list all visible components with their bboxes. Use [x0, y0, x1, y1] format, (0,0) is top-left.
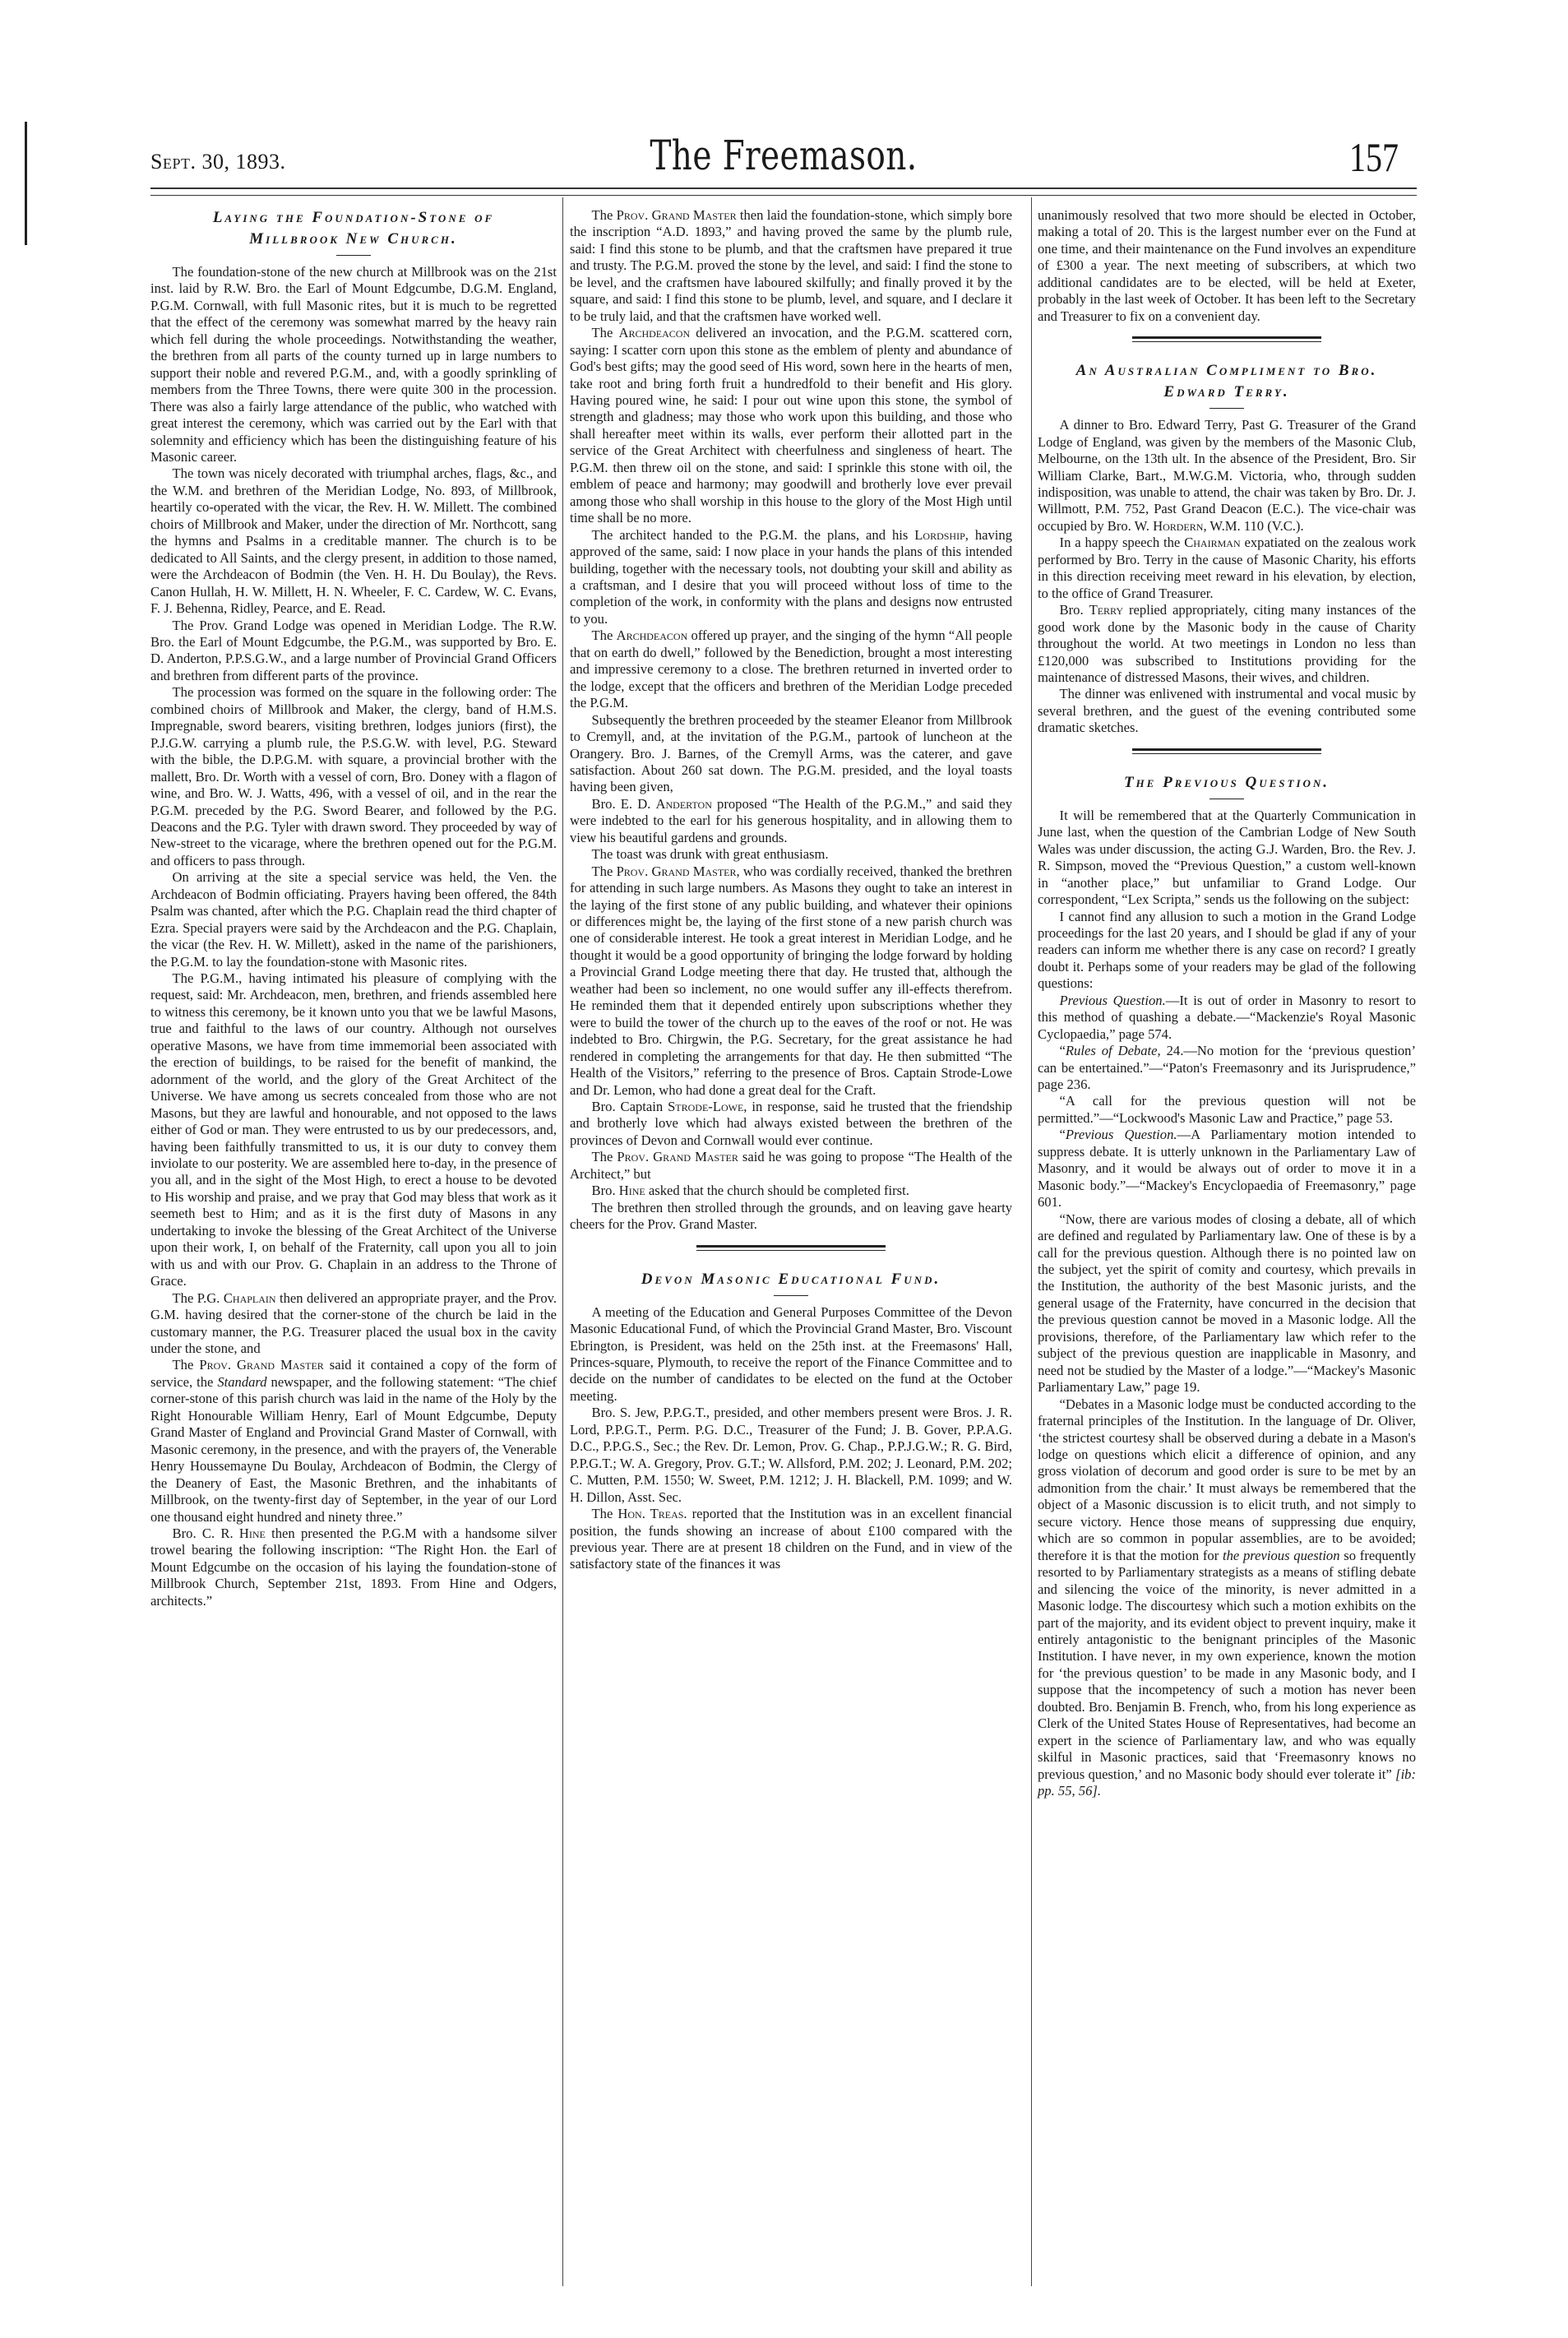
paragraph: The foundation-stone of the new church at Millbrook was on the 21st inst. laid by R.W. Bro. the Earl of Mount Edgcumbe, D.G.M. England, P.G.M. Cornwall, with full Masonic rites, but it is much to be regretted that the effect of the ceremony was somewhat marred by the heavy rain which fell during the whole proceedings. Notwithstanding the weather, the brethren from all parts of the county turned up in large numbers to support their noble and revered P.G.M., and, with a goodly sprinkling of members from the Three Towns, there were quite 300 in the procession. There was also a fairly large attendance of the public, who watched with great interest the ceremony, which was carried out by the Earl with that solemnity and efficiency which has been the distinguishing feature of his Masonic career. [150, 264, 557, 465]
paragraph: Bro. E. D. Anderton proposed “The Health of the P.G.M.,” and said they were indebted to the earl for his generous hospitality, and in allowing them to view his beautiful gardens and grounds. [570, 795, 1012, 845]
column-1 [150, 207, 557, 1609]
paragraph: Bro. Captain Strode-Lowe, in response, said he trusted that the friendship and brotherly love which had always existed between the brethren of the provinces of Devon and Cornwall would ever continue. [570, 1099, 1012, 1148]
quote: “Rules of Debate, 24.—No motion for the ‘previous question’ can be entertained.”—“Paton's Freemasonry and its Jurisprudence,” page 236. [1038, 1043, 1417, 1093]
paragraph: The toast was drunk with great enthusiasm. [591, 846, 829, 863]
section-divider [696, 1245, 886, 1251]
paragraph: A meeting of the Education and General Purposes Committee of the Devon Masonic Educational Fund, of which the Provincial Grand Master, Bro. Viscount Ebrington, is President, was held on the 25th inst. at the Freemasons' Hall, Princes-square, Plymouth, to receive the report of the Finance Committee and to decide on the number of candidates to be elected on the fund at the October meeting. [570, 1303, 1012, 1404]
paragraph: The Prov. Grand Master, who was cordially received, thanked the brethren for attending in such large numbers. As Masons they ought to take an interest in the laying of the first stone of any public building, and whatever their opinions or differences might be, the laying of the first stone of a new parish church was one of considerable interest. He took a great interest in Meridian Lodge, and he thought it would be a good opportunity of bringing the lodge forward by holding a Provincial Grand Lodge meeting there that day. He trusted that, although the weather had been so inclement, no one would suffer any ill-effects therefrom. He reminded them that it depended entirely upon subscriptions whether they were to build the tower of the church up to the eaves of the roof or not. He was indebted to Bro. Chirgwin, the P.G. Secretary, for the great assistance he had rendered in completing the arrangements for that day. He then submitted “The Health of the Visitors,” referring to the presence of Bros. Captain Strode-Lowe and Dr. Lemon, who had done a great deal for the Craft. [570, 863, 1012, 1098]
paragraph: The Archdeacon offered up prayer, and the singing of the hymn “All people that on earth do dwell,” followed by the Benediction, brought a most interesting and impressive ceremony to a close. The brethren returned in inverted order to the lodge, except that the officers and brethren of the Meridian Lodge preceded the P.G.M. [570, 627, 1012, 711]
section-divider [1132, 336, 1321, 342]
headline-line: An Australian Compliment to Bro. [1075, 362, 1378, 380]
paragraph: Bro. Hine asked that the church should be completed first. [591, 1183, 909, 1199]
headline-rule [1210, 408, 1244, 409]
paragraph: The architect handed to the P.G.M. the plans, and his Lordship, having approved of the same, said: I now place in your hands the plans of this intended building, together with the necessary tools, not doubting your skill and ability as a craftsman, and I desire that you will proceed without loss of time to the completion of the work, in conformity with the plans and designs now entrusted to you. [570, 526, 1012, 627]
paragraph: The Hon. Treas. reported that the Institution was in an excellent financial position, the funds showing an increase of about £100 compared with the previous year. There are at present 18 children on the Fund, and in view of the satisfactory state of the finances it was [570, 1506, 1012, 1572]
paper-title: The Freemason. [650, 132, 918, 179]
paragraph: The Prov. Grand Master said it contained a copy of the form of service, the Standard newspaper, and the following statement: “The chief corner-stone of this parish church was laid in the name of the Holy by the Right Honourable William Henry, Earl of Mount Edgcumbe, Deputy Grand Master of England and Provincial Grand Master of Cornwall, with Masonic ceremony, in the presence, and with the prayers of, the Venerable Henry Houssemayne Du Boulay, Archdeacon of Bodmin, the Clergy of the Deanery of East, the Masonic Brethren, and the inhabitants of Millbrook, on the twenty-first day of September, in the year of our Lord one thousand eight hundred and ninety three.” [150, 1357, 557, 1525]
paragraph: The Prov. Grand Master then laid the foundation-stone, which simply bore the inscription “A.D. 1893,” and having proved the same by the plumb rule, said: I find this stone to be plumb, and that the craftsmen have prepared it true and trusty. The P.G.M. proved the stone by the level, and said: I find the stone to be level, and the craftsmen have laboured skilfully; and finally proved it by the square, and said: I find this stone to be plumb, level, and square, and I declare it to be truly laid, and that the craftsmen have worked well. [570, 207, 1012, 324]
paragraph: The brethren then strolled through the grounds, and on leaving gave hearty cheers for the Prov. Grand Master. [570, 1199, 1012, 1233]
paragraph: The dinner was enlivened with instrumental and vocal music by several brethren, and the guest of the evening contributed some dramatic sketches. [1038, 686, 1416, 736]
paragraph: Bro. C. R. Hine then presented the P.G.M with a handsome silver trowel bearing the following inscription: “The Right Hon. the Earl of Mount Edgcumbe on the occasion of his laying the foundation-stone of Millbrook Church, September 21st, 1893. From Hine and Odgers, architects.” [150, 1525, 557, 1609]
paragraph: The town was nicely decorated with triumphal arches, flags, &c., and the W.M. and brethren of the Meridian Lodge, No. 893, of Millbrook, heartily co-operated with the vicar, the Rev. H. W. Millett. The combined choirs of Millbrook and Maker, under the direction of Mr. Northcott, sang the hymns and Psalms in a creditable manner. The church is to be dedicated to All Saints, and the clergy present, in addition to those named, were the Archdeacon of Bodmin (the Ven. H. H. Du Boulay), the Revs. Canon Hullah, H. W. Millett, H. N. Wheeler, F. C. Cardew, W. C. Evans, F. J. Behenna, Ridley, Pearce, and E. Read. [150, 465, 557, 617]
article-headline: The Previous Question. [1123, 773, 1330, 791]
paragraph: On arriving at the site a special service was held, the Ven. the Archdeacon of Bodmin officiating. Prayers having been offered, the 84th Psalm was chanted, after which the P.G. Chaplain read the third chapter of Ezra. Special prayers were said by the Archdeacon and the P.G. Chaplain, the vicar (the Rev. H. W. Millett), asked in the name of the parishioners, the P.G.M. to lay the foundation-stone with Masonic rites. [150, 869, 557, 970]
paragraph-continuation: unanimously resolved that two more should be elected in October, making a total of 20. This is the largest number ever on the Fund at one time, and their maintenance on the Fund involves an expenditure of £300 a year. The next meeting of subscribers, at which two additional candidates are to be elected, will be held at Exeter, probably in the last week of October. It has been left to the Secretary and Treasurer to fix on a convenient day. [1038, 207, 1416, 324]
issue-date: Sept. 30, 1893. [150, 150, 286, 174]
article-headline [1038, 360, 1416, 403]
masthead [150, 132, 1417, 189]
scan-edge-bar [25, 122, 27, 245]
paragraph: Bro. Terry replied appropriately, citing many instances of the good work done by the Masonic body in the cause of Charity throughout the world. At two meetings in London no less than £120,000 was subscribed to Institutions providing for the maintenance of distressed Masons, their wives, and children. [1038, 602, 1417, 685]
paragraph: The Archdeacon delivered an invocation, and the P.G.M. scattered corn, saying: I scatter corn upon this stone as the emblem of plenty and abundance of God's best gifts; may the good seed of His word, sown here in the hearts of men, take root and bring forth fruit a hundredfold to their benefit and His glory. Having poured wine, he said: I pour out wine upon this stone, the symbol of strength and gladness; may those who work upon this building, and those who shall hereafter meet within its walls, ever perform their allotted part in the service of the Great Architect with cheerfulness and singleness of heart. The P.G.M. then threw oil on the stone, and said: I sprinkle this stone with oil, the emblem of peace and harmony; may goodwill and brotherly love ever prevail among those who shall worship in this house to the glory of the Most High until time shall be no more. [570, 325, 1012, 526]
headline-line: Millbrook New Church. [249, 230, 458, 248]
column-2 [570, 207, 1012, 1573]
quote: “Previous Question.—A Parliamentary motion intended to suppress debate. It is utterly unknown in the Parliamentary Law of Masonry, and it would be always out of order to move it in a Masonic body.”—“Mackey's Encyclopaedia of Freemasonry,” page 601. [1038, 1127, 1416, 1211]
page-number: 157 [1349, 134, 1399, 180]
citation: [ib: pp. 55, 56]. [1038, 1766, 1416, 1799]
headline-line: Edward Terry. [1163, 383, 1290, 401]
paragraph: It will be remembered that at the Quarterly Communication in June last, when the question of the Cambrian Lodge of New South Wales was under discussion, the acting G.J. Warden, Bro. the Rev. J. R. Simpson, moved the “Previous Question,” a custom well-known in “another place,” but unfamiliar to Grand Lodge. Our correspondent, “Lex Scripta,” sends us the following on the subject: [1038, 807, 1416, 908]
quote: Previous Question.—It is out of order in Masonry to resort to this method of quashing a debate.—“Mackenzie's Royal Masonic Cyclopaedia,” page 574. [1038, 992, 1416, 1042]
paragraph: A dinner to Bro. Edward Terry, Past G. Treasurer of the Grand Lodge of England, was given by the members of the Masonic Club, Melbourne, on the 13th ult. In the absence of the President, Bro. Sir William Clarke, Bart., M.W.G.M. Victoria, who, through sudden indisposition, was unable to attend, the chair was taken by Bro. Dr. J. Willmott, P.M. 752, Past Grand Deacon (E.C.). The vice-chair was occupied by Bro. W. Hordern, W.M. 110 (V.C.). [1038, 417, 1416, 534]
paragraph: The procession was formed on the square in the following order: The combined choirs of Millbrook and Maker, the clergy, band of H.M.S. Impregnable, sword bearers, visiting brethren, lodges juniors (first), the P.J.G.W. carrying a plumb rule, the P.S.G.W. with level, P.G. Steward with the bible, the D.P.G.M. with square, a provincial brother with the mallett, Bro. Dr. Worth with a vessel of corn, Bro. Doney with a flagon of wine, and Bro. W. J. Watts, 496, with a vessel of oil, and in the rear the P.G.M. preceded by the P.G. Sword Bearer, and followed by the P.G. Deacons and the P.G. Tyler with drawn sword. They proceeded by way of New-street to the vicarage, where the brethren opened out for the P.G.M. and officers to pass through. [150, 684, 557, 868]
headline-rule [336, 255, 371, 256]
column-divider [562, 197, 563, 2286]
paragraph: In a happy speech the Chairman expatiated on the zealous work performed by Bro. Terry in the cause of Masonic Charity, his efforts in this direction receiving meet reward in his elevation, by election, to the office of Grand Treasurer. [1038, 535, 1417, 601]
headline-line: Laying the Foundation-Stone of [212, 209, 495, 226]
masthead-rule [150, 188, 1417, 196]
article-headline: Devon Masonic Educational Fund. [641, 1270, 941, 1288]
article-headline [150, 207, 557, 250]
paragraph: The Prov. Grand Master said he was going to propose “The Health of the Architect,” but [570, 1149, 1012, 1182]
paragraph: The Prov. Grand Lodge was opened in Meridian Lodge. The R.W. Bro. the Earl of Mount Edgcumbe, the P.G.M., was supported by Bro. E. D. Anderton, P.P.S.G.W., and a large number of Provincial Grand Officers and brethren from different parts of the province. [150, 617, 557, 683]
section-divider [1132, 748, 1321, 754]
paragraph: Bro. S. Jew, P.P.G.T., presided, and other members present were Bros. J. R. Lord, P.P.G.T., Perm. P.G. D.C., Treasurer of the Fund; J. B. Gover, P.P.A.G. D.C., P.P.G.S., Sec.; the Rev. Dr. Lemon, Prov. G. Chap., P.P.J.G.W.; R. G. Bird, P.P.G.T.; W. A. Gregory, Prov. G.T.; W. Allsford, P.M. 202; J. Leonard, P.M. 202; C. Mutten, P.M. 1550; W. Sweet, P.M. 1212; J. H. Blackell, P.M. 1099; and W. H. Dillon, Asst. Sec. [570, 1405, 1012, 1505]
quote: “Now, there are various modes of closing a debate, all of which are defined and regulated by Parliamentary law. One of these is by a call for the previous question. Although there is no pointed law on the subject, yet the spirit of comity and courtesy, which prevails in the Institution, the authority of the best Masonic jurists, and the general usage of the Fraternity, have concurred in the decision that the previous question cannot be moved in a Masonic lodge. All the provisions, therefore, of the Parliamentary law which refer to the subject of the previous question are inapplicable in Masonry, and need not be studied by the Master of a lodge.”—“Mackey's Masonic Parliamentary Law,” page 19. [1038, 1211, 1416, 1396]
paragraph: Subsequently the brethren proceeded by the steamer Eleanor from Millbrook to Cremyll, and, at the invitation of the P.G.M., partook of luncheon at the Orangery. Bro. J. Barnes, of the Cremyll Arms, was the caterer, and gave satisfaction. About 260 sat down. The P.G.M. presided, and the loyal toasts having been given, [570, 711, 1012, 795]
quote: “Debates in a Masonic lodge must be conducted according to the fraternal principles of the Institution. In the language of Dr. Oliver, ‘the strictest courtesy shall be observed during a debate in a Mason's lodge on questions which elicit a difference of opinion, and any gross violation of decorum and good order is sure to be met by an admonition from the chair.’ It must always be remembered that the object of a Masonic discussion is to elicit truth, and not simply to secure victory. Hence those means of suppressing due enquiry, which are so common in popular assemblies, are to be avoided; therefore it is that the motion for the previous question so frequently resorted to by Parliamentary strategists as a means of stifling debate and silencing the voice of the minority, is never admitted in a Masonic lodge. The discourtesy which such a motion exhibits on the part of the majority, and its evident object to prevent inquiry, make it entirely antagonistic to the benignant principles of the Masonic Institution. I have never, in my own experience, known the motion for ‘the previous question’ to be made in any Masonic body, and I suppose that the incompetency of such a motion has never been doubted. Bro. Benjamin B. French, who, from his long experience as Clerk of the United States House of Representatives, had become an expert in the science of Parliamentary law, and who was equally skilful in Masonic practices, said that ‘Freemasonry knows no previous question,’ and no Masonic body should ever tolerate it” [ib: pp. 55, 56]. [1038, 1396, 1416, 1799]
column-3 [1038, 207, 1416, 1800]
paragraph: The P.G. Chaplain then delivered an appropriate prayer, and the Prov. G.M. having desired that the corner-stone of the church be laid in the customary manner, the P.G. Treasurer placed the usual box in the cavity under the stone, and [150, 1289, 557, 1356]
quote: “A call for the previous question will not be permitted.”—“Lockwood's Masonic Law and Practice,” page 53. [1038, 1093, 1416, 1126]
paragraph: The P.G.M., having intimated his pleasure of complying with the request, said: Mr. Archdeacon, men, brethren, and friends assembled here to witness this ceremony, be it known unto you that we be lawful Masons, true and faithful to the laws of our country. Although not ourselves operative Masons, we have from time immemorial been associated with the erection of buildings, to be raised for the benefit of mankind, the adornment of the world, and the glory of the Great Architect of the Universe. We have among us secrets concealed from those who are not Masons, but they are lawful and honourable, and not opposed to the laws either of God or man. They were entrusted to us by our predecessors, and, having been faithfully transmitted to us, it is our duty to convey them inviolate to our posterity. We are assembled here to-day, in the presence of you all, and in the sight of the Most High, to erect a house to be devoted to His worship and praise, and we pray that God may bless that work as it seemeth best to Him; and as it is the first duty of Masons in any undertaking to invoke the blessing of the Great Architect of the Universe upon their work, I, on behalf of the Fraternity, call upon you all to join with us and with our Prov. G. Chaplain in an address to the Throne of Grace. [150, 970, 557, 1289]
headline-rule [774, 1295, 808, 1296]
paragraph: I cannot find any allusion to such a motion in the Grand Lodge proceedings for the last 20 years, and I should be glad if any of your readers can inform me whether there is any case on record? I greatly doubt it. Perhaps some of your readers may be glad of the following questions: [1038, 908, 1416, 992]
column-divider [1031, 197, 1032, 2286]
